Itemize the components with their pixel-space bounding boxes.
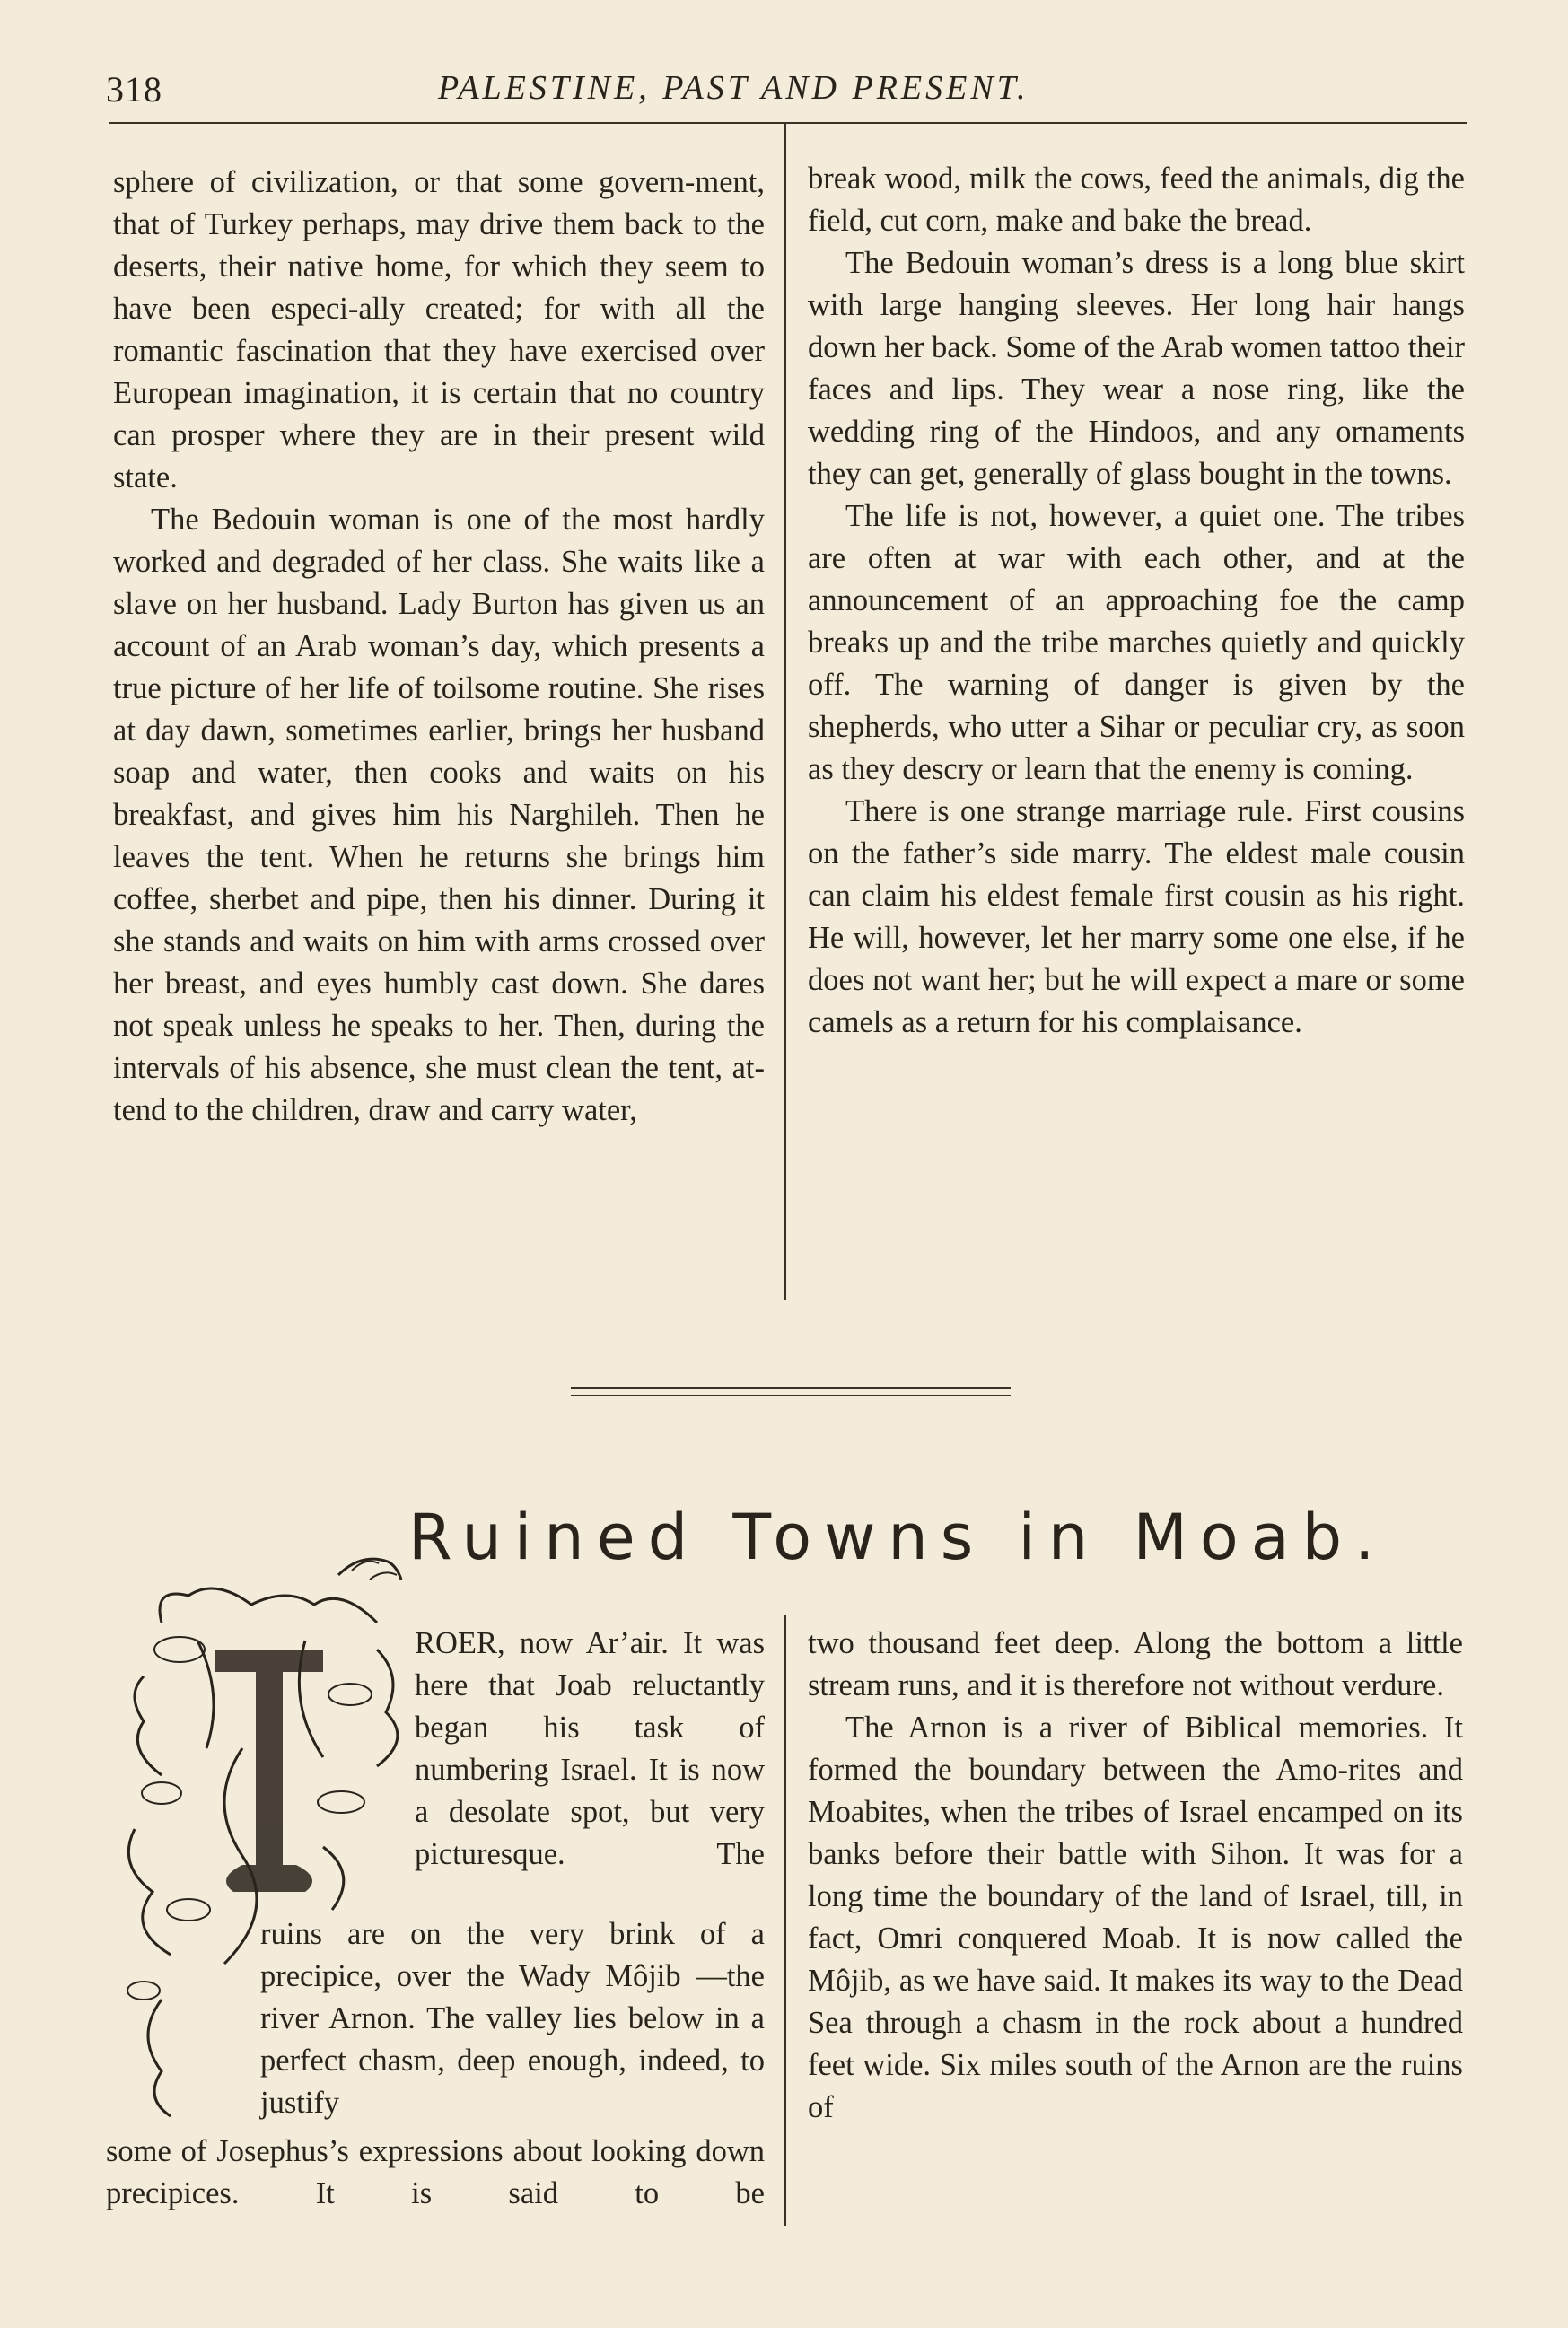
paragraph: There is one strange marriage rule. First cousins on the father’s side marry. The eldest male cousin can claim his eldest female first cousin as his right. He will, however, let her marry some one else, if he does not want her; but he will expect a mare or some camels as a return for his complaisance. xyxy=(808,794,1465,1039)
bottom-left-column xyxy=(106,2131,765,2215)
ornament-side-text xyxy=(260,1913,765,2124)
paragraph: ruins are on the very brink of a precipice, over the Wady Môjib —the river Arnon. The valley lies below in a perfect chasm, deep enough, indeed, to justify xyxy=(260,1917,765,2120)
section-rule xyxy=(571,1387,1011,1389)
section-rule xyxy=(571,1395,1011,1396)
paragraph: break wood, milk the cows, feed the animals, dig the field, cut corn, make and bake the bread. xyxy=(808,162,1465,238)
initial-wrap-text xyxy=(415,1623,765,1876)
paragraph: The Bedouin woman is one of the most hardly worked and degraded of her class. She waits like a slave on her husband. Lady Burton has given us an account of an Arab woman’s day, which presents a true picture of her life of toilsome routine. She rises at day dawn, sometimes earlier, brings her husband soap and water, then cooks and waits on his breakfast, and gives him his Narghileh. Then he leaves the tent. When he returns she brings him coffee, sherbet and pipe, then his dinner. During it she stands and waits on him with arms crossed over her breast, and eyes humbly cast down. She dares not speak unless he speaks to her. Then, during the intervals of his absence, she must clean the tent, at-tend to the children, draw and carry water, xyxy=(113,503,765,1127)
paragraph: The life is not, however, a quiet one. The tribes are often at war with each other, and at the announcement of an approaching foe the camp breaks up and the tribe marches quietly and quickly off. The warning of danger is given by the shepherds, who utter a Sihar or peculiar cry, as soon as they descry or learn that the enemy is coming. xyxy=(808,499,1465,786)
paragraph: The Arnon is a river of Biblical memories. It formed the boundary between the Amo-rites and Moabites, when the tribes of Israel encamped on its banks before their battle with Sihon. It was for a long time the boundary of the land of Israel, till, in fact, Omri conquered Moab. It is now called the Môjib, as we have said. It makes its way to the Dead Sea through a chasm in the rock about a hundred feet wide. Six miles south of the Arnon are the ruins of xyxy=(808,1711,1463,2124)
paragraph: sphere of civilization, or that some govern-ment, that of Turkey perhaps, may drive them back to the deserts, their native home, for which they seem to have been especi-ally created; for with all the romantic fascination that they have exercised over European imagination, it is certain that no country can prosper where they are in their present wild state. xyxy=(113,165,765,494)
section-title: Ruined Towns in Moab. xyxy=(408,1501,1388,1574)
page-header xyxy=(106,68,1470,113)
top-right-column xyxy=(808,158,1465,1044)
paragraph: The Bedouin woman’s dress is a long blue skirt with large hanging sleeves. Her long hair hangs down her back. Some of the Arab women tattoo their faces and lips. They wear a nose ring, like the wedding ring of the Hindoos, and any ornaments they can get, generally of glass bought in the towns. xyxy=(808,246,1465,491)
column-divider xyxy=(784,1615,786,2226)
page-number: 318 xyxy=(106,69,162,109)
paragraph: some of Josephus’s expressions about looking down precipices. It is said to be xyxy=(106,2134,765,2210)
running-title: PALESTINE, PAST AND PRESENT. xyxy=(438,69,1029,107)
paragraph: ROER, now Ar’air. It was here that Joab reluctantly began his task of numbering Israel. It is now a desolate spot, but very picturesque. The xyxy=(415,1626,765,1871)
bottom-right-column xyxy=(808,1623,1463,2129)
top-left-column xyxy=(113,162,765,1132)
column-divider xyxy=(784,124,786,1300)
paragraph: two thousand feet deep. Along the bottom a little stream runs, and it is therefore not without verdure. xyxy=(808,1626,1463,1702)
header-rule xyxy=(109,122,1467,124)
